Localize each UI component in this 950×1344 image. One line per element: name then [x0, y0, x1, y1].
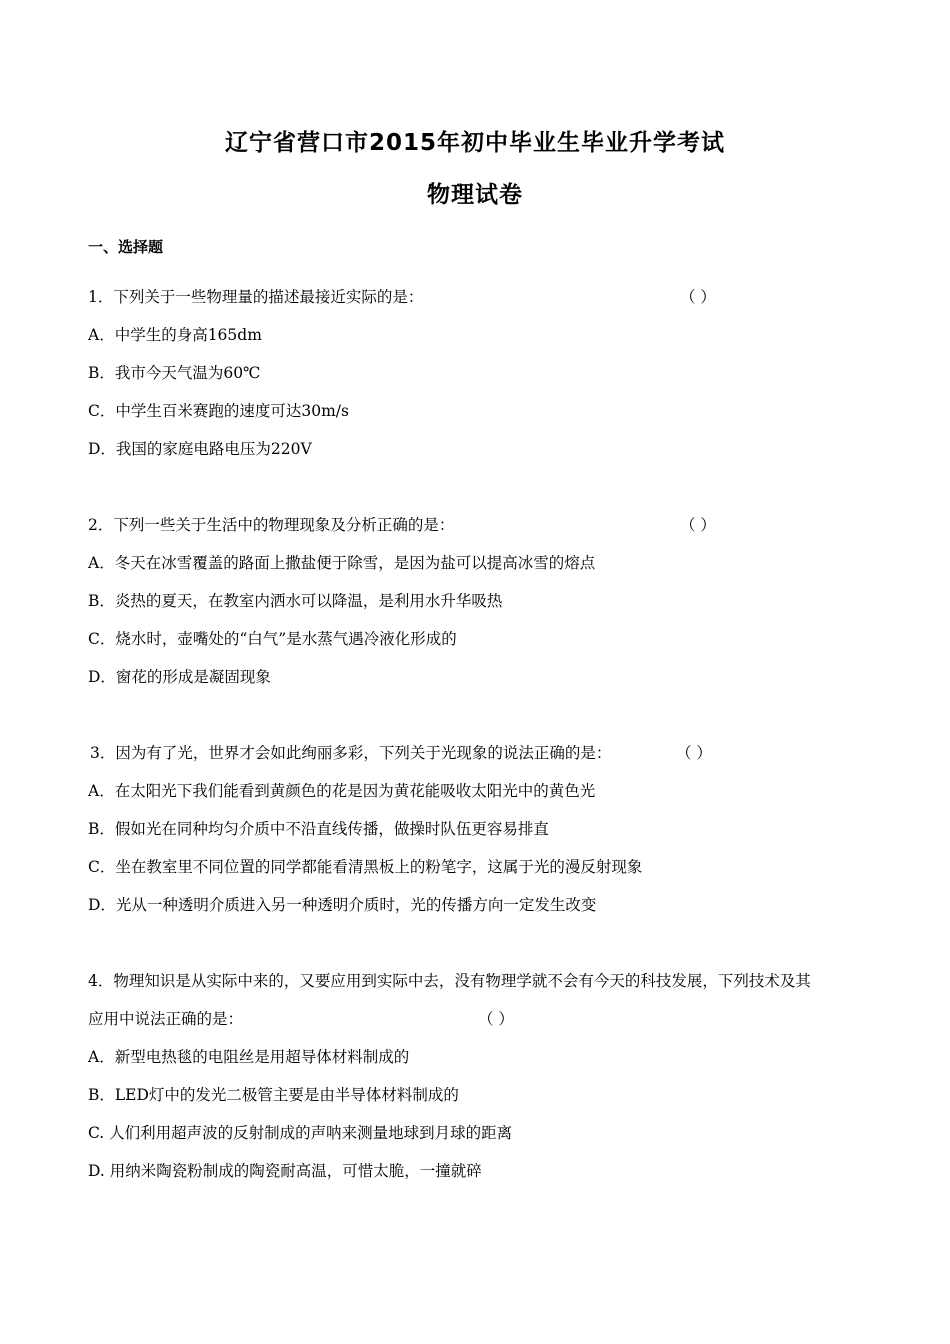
- question-3-answer-blank: （ ）: [676, 744, 712, 762]
- question-2-stem: 2．下列一些关于生活中的物理现象及分析正确的是：: [88, 516, 455, 534]
- question-3-option-d: D．光从一种透明介质进入另一种透明介质时，光的传播方向一定发生改变: [88, 896, 597, 914]
- question-4-option-a: A．新型电热毯的电阻丝是用超导体材料制成的: [88, 1048, 410, 1066]
- question-1-answer-blank: （ ）: [680, 288, 716, 306]
- question-2-answer-blank: （ ）: [680, 516, 716, 534]
- question-4-option-b: B．LED灯中的发光二极管主要是由半导体材料制成的: [88, 1086, 459, 1104]
- question-2-option-c: C．烧水时，壶嘴处的“白气”是水蒸气遇冷液化形成的: [88, 630, 457, 648]
- exam-subtitle: 物理试卷: [427, 182, 523, 208]
- question-1-option-d: D．我国的家庭电路电压为220V: [88, 440, 312, 458]
- question-1-stem: 1．下列关于一些物理量的描述最接近实际的是：: [88, 288, 424, 306]
- question-3-stem: 3．因为有了光，世界才会如此绚丽多彩，下列关于光现象的说法正确的是：: [90, 744, 612, 762]
- question-3-option-a: A．在太阳光下我们能看到黄颜色的花是因为黄花能吸收太阳光中的黄色光: [88, 782, 596, 800]
- exam-title: 辽宁省营口市2015年初中毕业生毕业升学考试: [224, 130, 725, 156]
- question-4-stem: 4．物理知识是从实际中来的，又要应用到实际中去，没有物理学就不会有今天的科技发展，下列技术及其: [88, 972, 811, 990]
- question-2-option-d: D．窗花的形成是凝固现象: [88, 668, 271, 686]
- question-2-option-b: B．炎热的夏天，在教室内洒水可以降温，是利用水升华吸热: [88, 592, 503, 610]
- question-1-option-c: C．中学生百米赛跑的速度可达30m/s: [88, 402, 349, 420]
- question-3-option-c: C．坐在教室里不同位置的同学都能看清黑板上的粉笔字，这属于光的漫反射现象: [88, 858, 643, 876]
- question-4-stem-continued: 应用中说法正确的是：: [88, 1010, 244, 1028]
- question-2-option-a: A．冬天在冰雪覆盖的路面上撒盐便于除雪，是因为盐可以提高冰雪的熔点: [88, 554, 596, 572]
- question-4-option-c: C. 人们利用超声波的反射制成的声呐来测量地球到月球的距离: [88, 1124, 513, 1142]
- question-4-answer-blank: （ ）: [478, 1010, 514, 1028]
- question-1-option-b: B．我市今天气温为60℃: [88, 364, 261, 382]
- section-heading: 一、选择题: [88, 238, 164, 256]
- question-4-option-d: D. 用纳米陶瓷粉制成的陶瓷耐高温，可惜太脆，一撞就碎: [88, 1162, 482, 1180]
- question-3-option-b: B．假如光在同种均匀介质中不沿直线传播，做操时队伍更容易排直: [88, 820, 549, 838]
- question-1-option-a: A．中学生的身高165dm: [88, 326, 262, 344]
